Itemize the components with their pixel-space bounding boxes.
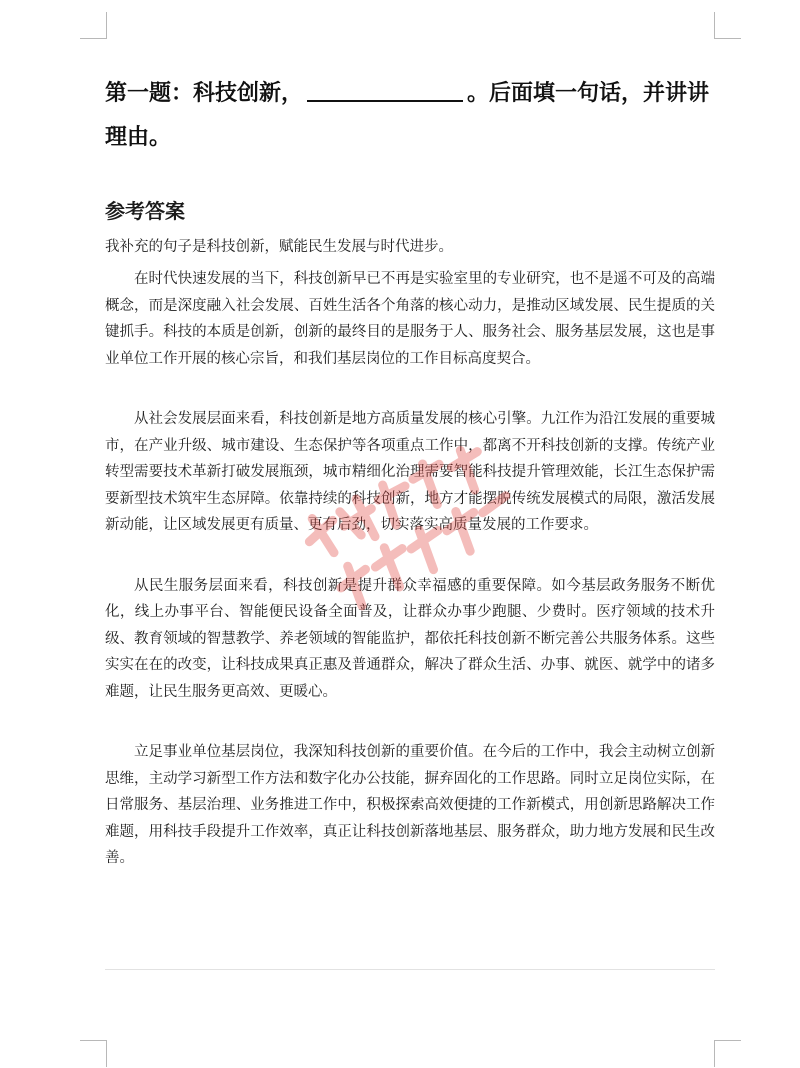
answer-paragraph-4: 立足事业单位基层岗位，我深知科技创新的重要价值。在今后的工作中，我会主动树立创新思维，主动学习新型工作方法和数字化办公技能，摒弃固化的工作思路。同时立足岗位实际，在日常服务、基层治理、业务推进工作中，积极探索高效便捷的工作新模式，用创新思路解决工作难题，用科技手段提升工作效率，真正让科技创新落地基层、服务群众，助力地方发展和民生改善。 [105, 744, 715, 866]
crop-mark-top-left [80, 12, 107, 39]
question-title [105, 72, 715, 160]
answer-intro: 我补充的句子是科技创新，赋能民生发展与时代进步。 [105, 239, 453, 255]
page-divider [105, 969, 715, 970]
question-suffix: 。后面填一句话，并讲讲理由。 [105, 81, 710, 150]
crop-mark-bottom-left [80, 1040, 107, 1067]
crop-mark-bottom-right [714, 1040, 741, 1067]
answer-paragraph-2: 从社会发展层面来看，科技创新是地方高质量发展的核心引擎。九江作为沿江发展的重要城市，在产业升级、城市建设、生态保护等各项重点工作中，都离不开科技创新的支撑。传统产业转型需要技术革新打破发展瓶颈，城市精细化治理需要智能科技提升管理效能，长江生态保护需要新型技术筑牢生态屏障。依靠持续的科技创新，地方才能摆脱传统发展模式的局限，激活发展新动能，让区域发展更有质量、更有后劲，切实落实高质量发展的工作要求。 [105, 411, 715, 533]
answer-heading: 参考答案 [105, 199, 185, 223]
answer-blank [307, 78, 463, 102]
crop-mark-top-right [714, 12, 741, 39]
document-page [105, 64, 715, 872]
question-prefix: 第一题：科技创新， [105, 81, 304, 106]
answer-paragraph-1: 在时代快速发展的当下，科技创新早已不再是实验室里的专业研究，也不是遥不可及的高端概念，而是深度融入社会发展、百姓生活各个角落的核心动力，是推动区域发展、民生提质的关键抓手。科技的本质是创新，创新的最终目的是服务于人、服务社会、服务基层发展，这也是事业单位工作开展的核心宗旨，和我们基层岗位的工作目标高度契合。 [105, 271, 715, 367]
answer-paragraph-3: 从民生服务层面来看，科技创新是提升群众幸福感的重要保障。如今基层政务服务不断优化，线上办事平台、智能便民设备全面普及，让群众办事少跑腿、少费时。医疗领域的技术升级、教育领域的智慧教学、养老领域的智能监护，都依托科技创新不断完善公共服务体系。这些实实在在的改变，让科技成果真正惠及普通群众，解决了群众生活、办事、就医、就学中的诸多难题，让民生服务更高效、更暖心。 [105, 577, 715, 700]
